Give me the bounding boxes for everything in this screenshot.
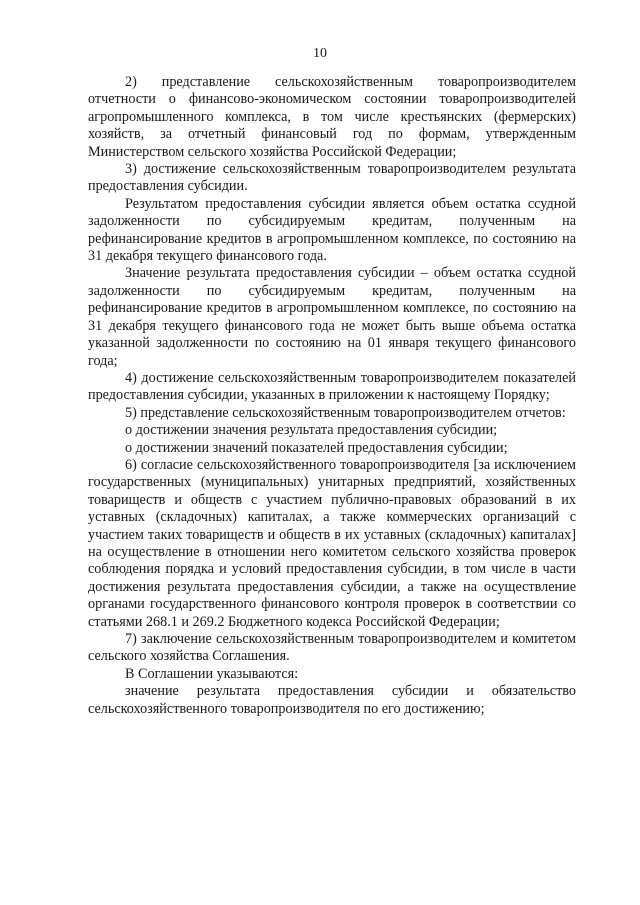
paragraph-agreement-result: значение результата предоставления субсидии и обязательство сельскохозяйственного товаропроизводителя по его достижению; [88,683,576,717]
paragraph-item-5: 5) представление сельскохозяйственным товаропроизводителем отчетов: [125,404,566,421]
paragraph-item-6: 6) согласие сельскохозяйственного товаропроизводителя [за исключением государственных (муниципальных) унитарных предприятий, хозяйственных товариществ и обществ с участием публично-правовых образований в их уставных (складочных) капиталах, а также коммерческих организаций с участием таких товариществ и обществ в их уставных (складочных) капиталах] на осуществление в отношении него комитетом сельского хозяйства проверок соблюдения порядка и условий предоставления субсидии, в том числе в части достижения результата предоставления субсидии, а также на осуществление органами государственного финансового контроля проверок в соответствии со статьями 268.1 и 269.2 Бюджетного кодекса Российской Федерации; [88,456,576,630]
page-number: 10 [313,46,327,61]
list-item-result-report: о достижении значения результата предоставления субсидии; [125,422,498,439]
paragraph-result-value: Значение результата предоставления субсидии – объем остатка ссудной задолженности по субсидируемым кредитам, полученным на рефинансирование кредитов в агропромышленном комплексе, по состоянию на 31 декабря текущего финансового года не может быть выше объема остатка указанной задолженности по состоянию на 01 января текущего финансового года; [88,265,576,369]
paragraph-agreement-heading: В Соглашении указываются: [125,665,299,682]
list-item-indicators-report: о достижении значений показателей предоставления субсидии; [125,439,508,456]
paragraph-item-7: 7) заключение сельскохозяйственным товаропроизводителем и комитетом сельского хозяйства Соглашения. [88,631,576,665]
document-body [88,74,576,718]
paragraph-item-3: 3) достижение сельскохозяйственным товаропроизводителем результата предоставления субсидии. [88,161,576,195]
paragraph-item-2: 2) представление сельскохозяйственным товаропроизводителем отчетности о финансово-экономическом состоянии товаропроизводителей агропромышленного комплекса, в том числе крестьянских (фермерских) хозяйств, за отчетный финансовый год по формам, утвержденным Министерством сельского хозяйства Российской Федерации; [88,74,576,160]
paragraph-result-definition: Результатом предоставления субсидии является объем остатка ссудной задолженности по субсидируемым кредитам, полученным на рефинансирование кредитов в агропромышленном комплексе, по состоянию на 31 декабря текущего финансового года. [88,195,576,265]
paragraph-item-4: 4) достижение сельскохозяйственным товаропроизводителем показателей предоставления субсидии, указанных в приложении к настоящему Порядку; [88,369,576,404]
